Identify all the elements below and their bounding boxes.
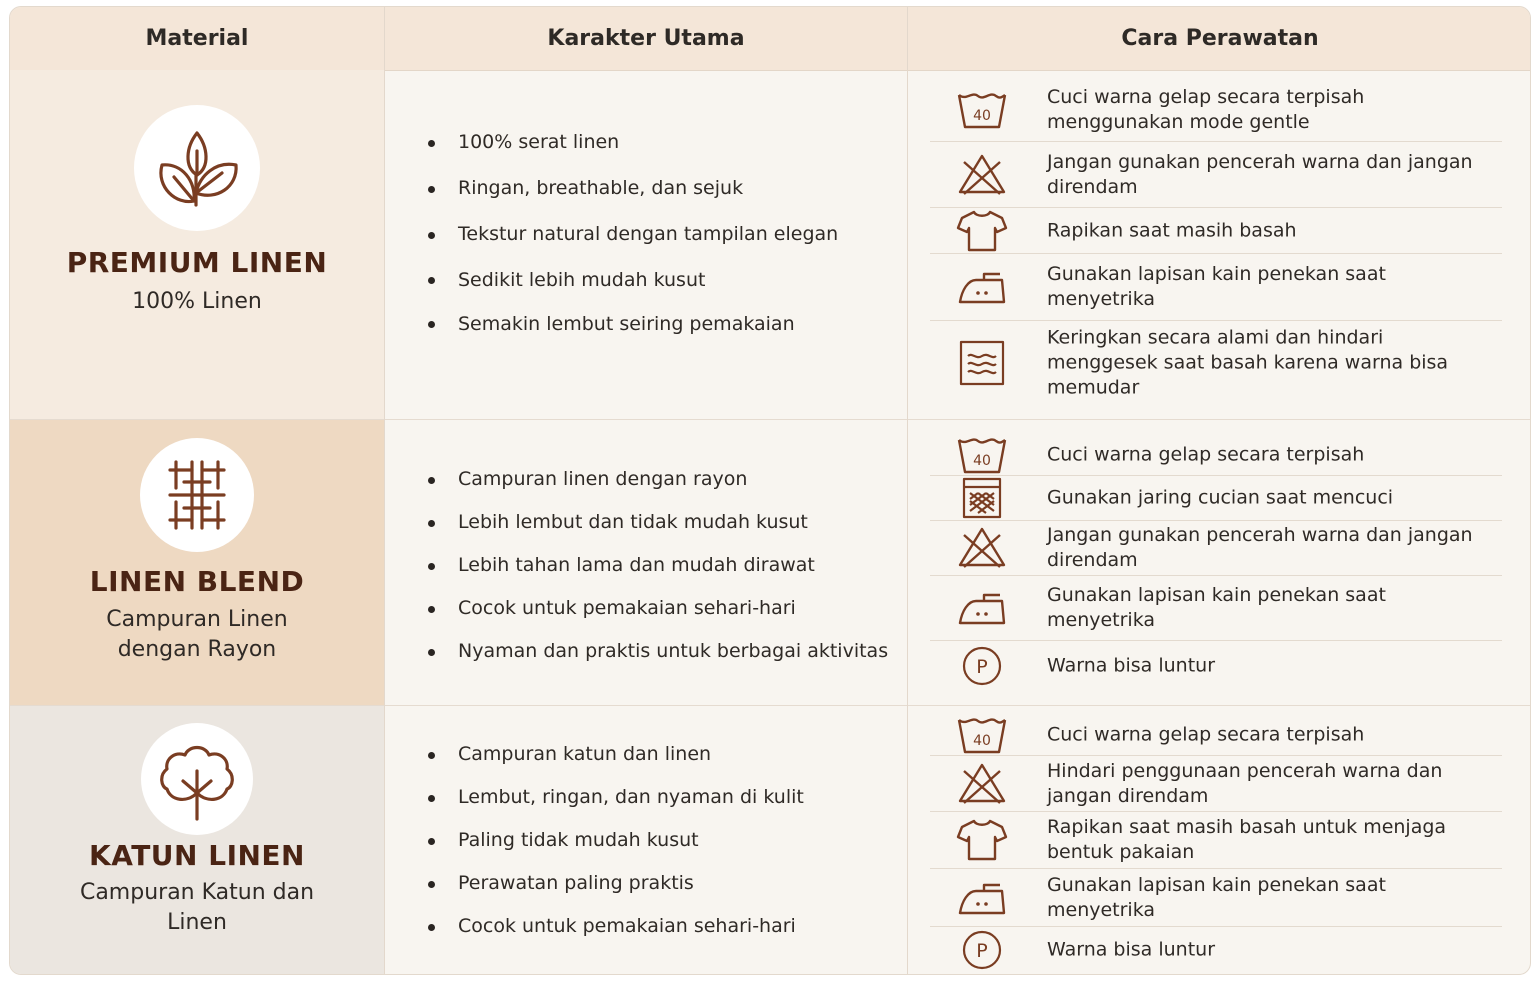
wash-40-icon — [956, 712, 1008, 758]
material-cell — [10, 420, 384, 705]
shirt-icon — [956, 208, 1008, 254]
material-subtitle: Campuran Katun dan Linen — [79, 880, 315, 935]
cotton-icon — [141, 723, 253, 835]
material-title: LINEN BLEND — [89, 565, 305, 598]
care-item — [930, 756, 1502, 812]
iron-icon — [956, 875, 1008, 921]
list-item: Lembut, ringan, dan nyaman di kulit — [428, 776, 908, 819]
care-text: Warna bisa luntur — [1047, 654, 1216, 677]
care-item — [930, 476, 1502, 521]
no-bleach-icon — [956, 525, 1008, 571]
care-item — [930, 869, 1502, 927]
care-item — [930, 714, 1502, 756]
list-item: Semakin lembut seiring pemakaian — [428, 302, 908, 346]
care-text: Cuci warna gelap secara terpisah menggunakan mode gentle — [1047, 85, 1365, 133]
care-text: Rapikan saat masih basah — [1047, 219, 1297, 241]
list-item: Cocok untuk pemakaian sehari-hari — [428, 587, 908, 630]
list-item: Campuran katun dan linen — [428, 733, 908, 776]
header-care: Cara Perawatan — [1121, 26, 1319, 51]
list-item: Campuran linen dengan rayon — [428, 458, 908, 501]
iron-icon — [956, 264, 1008, 310]
care-item — [930, 78, 1502, 142]
care-text: Keringkan secara alami dan hindari menggesek saat basah karena warna bisa memudar — [1047, 326, 1449, 399]
list-item: Sedikit lebih mudah kusut — [428, 258, 908, 302]
care-item — [930, 927, 1502, 973]
care-text: Gunakan lapisan kain penekan saat menyetrika — [1047, 584, 1386, 631]
list-item: Paling tidak mudah kusut — [428, 819, 908, 862]
care-item — [930, 434, 1502, 476]
care-item — [930, 254, 1502, 321]
list-item: Nyaman dan praktis untuk berbagai aktivitas — [428, 630, 908, 673]
care-text: Gunakan jaring cucian saat mencuci — [1047, 486, 1394, 509]
care-item — [930, 576, 1502, 641]
care-item — [930, 812, 1502, 869]
care-list — [930, 78, 1502, 405]
weave-icon — [140, 438, 254, 552]
care-text: Jangan gunakan pencerah warna dan jangan direndam — [1047, 524, 1473, 571]
list-item: Tekstur natural dengan tampilan elegan — [428, 212, 908, 258]
header-material: Material — [145, 26, 249, 51]
care-table — [9, 6, 1531, 975]
shirt-icon — [956, 817, 1008, 863]
no-bleach-icon — [956, 152, 1008, 198]
care-text: Gunakan lapisan kain penekan saat menyetrika — [1047, 263, 1386, 310]
laundry-net-icon — [956, 475, 1008, 521]
list-item: Lebih tahan lama dan mudah dirawat — [428, 544, 908, 587]
care-text: Rapikan saat masih basah untuk menjaga bentuk pakaian — [1047, 816, 1447, 863]
material-subtitle: 100% Linen — [132, 289, 262, 314]
care-text: Warna bisa luntur — [1047, 938, 1216, 961]
care-item — [930, 321, 1502, 405]
list-item: Perawatan paling praktis — [428, 862, 908, 905]
care-text: Hindari penggunaan pencerah warna dan jangan direndam — [1047, 759, 1443, 807]
row-katun-linen — [10, 706, 1531, 975]
material-cell — [10, 706, 384, 975]
professional-clean-icon — [956, 643, 1008, 689]
care-text: Jangan gunakan pencerah warna dan jangan direndam — [1047, 150, 1473, 198]
care-item — [930, 521, 1502, 576]
iron-icon — [956, 585, 1008, 631]
care-text: Gunakan lapisan kain penekan saat menyetrika — [1047, 873, 1386, 921]
list-item: Lebih lembut dan tidak mudah kusut — [428, 501, 908, 544]
list-item: Ringan, breathable, dan sejuk — [428, 166, 908, 212]
leaf-icon — [134, 105, 260, 231]
table-header — [10, 7, 1531, 71]
care-list — [930, 714, 1502, 973]
care-list — [930, 434, 1502, 691]
material-cell — [10, 70, 384, 419]
wash-40-icon — [956, 87, 1008, 133]
care-item — [930, 208, 1502, 254]
svg-text:40: 40 — [973, 107, 991, 124]
svg-text:40: 40 — [973, 732, 991, 749]
characteristics-list — [428, 120, 908, 346]
material-title: KATUN LINEN — [89, 839, 305, 872]
no-bleach-icon — [956, 761, 1008, 807]
wash-40-icon — [956, 432, 1008, 478]
column-divider — [384, 7, 385, 975]
header-character: Karakter Utama — [547, 26, 745, 51]
material-subtitle: Campuran Linen dengan Rayon — [106, 607, 288, 662]
row-linen-blend — [10, 420, 1531, 706]
svg-text:40: 40 — [973, 452, 991, 469]
column-divider — [907, 7, 908, 975]
material-title: PREMIUM LINEN — [66, 246, 328, 279]
care-item — [930, 641, 1502, 691]
svg-text:P: P — [976, 656, 988, 678]
list-item: 100% serat linen — [428, 120, 908, 166]
row-premium-linen — [10, 70, 1531, 420]
svg-text:P: P — [976, 940, 988, 962]
care-text: Cuci warna gelap secara terpisah — [1047, 723, 1365, 745]
list-item: Cocok untuk pemakaian sehari-hari — [428, 905, 908, 948]
care-text: Cuci warna gelap secara terpisah — [1047, 443, 1365, 465]
dry-flat-icon — [956, 340, 1008, 386]
characteristics-list — [428, 733, 908, 948]
characteristics-list — [428, 458, 908, 673]
care-item — [930, 142, 1502, 208]
professional-clean-icon — [956, 927, 1008, 973]
